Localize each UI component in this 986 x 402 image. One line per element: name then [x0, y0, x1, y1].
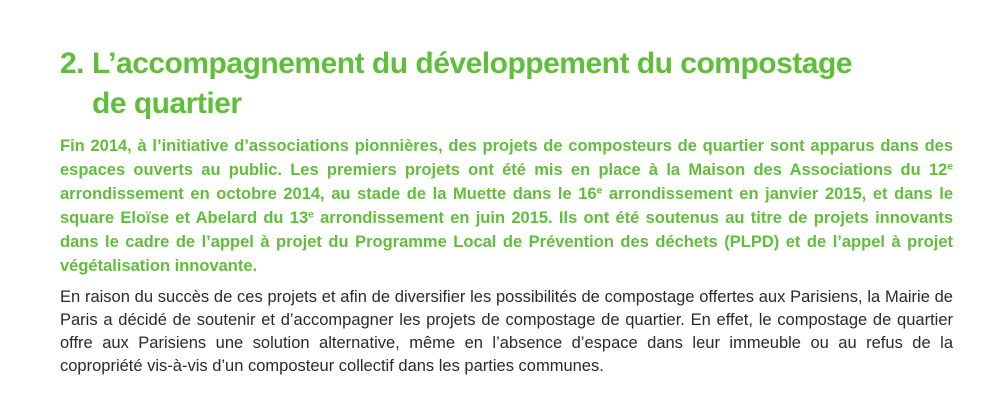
intro-text-3: arrondissement en janvier 2015, et dans le square Eloïse et Abelard du 13 [60, 185, 953, 227]
section-number: 2. [60, 47, 85, 80]
ordinal-superscript: e [308, 209, 314, 221]
intro-text-1: Fin 2014, à l’initiative d’associations pionnières, des projets de composteurs de quartier sont apparus dans des espaces ouverts au public. Les premiers projets ont été mis en place à la Maison des Associations du 12 [60, 137, 953, 179]
document-page [60, 44, 953, 378]
section-title-line1: L’accompagnement du développement du compostage [92, 47, 852, 80]
section-title-line2: de quartier [92, 87, 242, 120]
ordinal-superscript: e [947, 161, 953, 173]
intro-text-4: arrondissement en juin 2015. Ils ont été soutenus au titre de projets innovants dans le cadre de l’appel à projet du Programme Local de Prévention des déchets (PLPD) et de l’appel à projet végétalisation innovante. [60, 209, 953, 275]
intro-paragraph [60, 134, 953, 278]
intro-text-2: arrondissement en octobre 2014, au stade de la Muette dans le 16 [60, 185, 597, 203]
ordinal-superscript: e [596, 185, 603, 197]
body-paragraph: En raison du succès de ces projets et afin de diversifier les possibilités de compostage offertes aux Parisiens, la Mairie de Paris a décidé de soutenir et d’accompagner les projets de compostage de quartier. En effet, le compostage de quartier offre aux Parisiens une solution alternative, même en l’absence d’espace dans leur immeuble ou au refus de la copropriété vis-à-vis d’un composteur collectif dans les parties communes. [60, 288, 953, 375]
section-heading [60, 44, 953, 124]
